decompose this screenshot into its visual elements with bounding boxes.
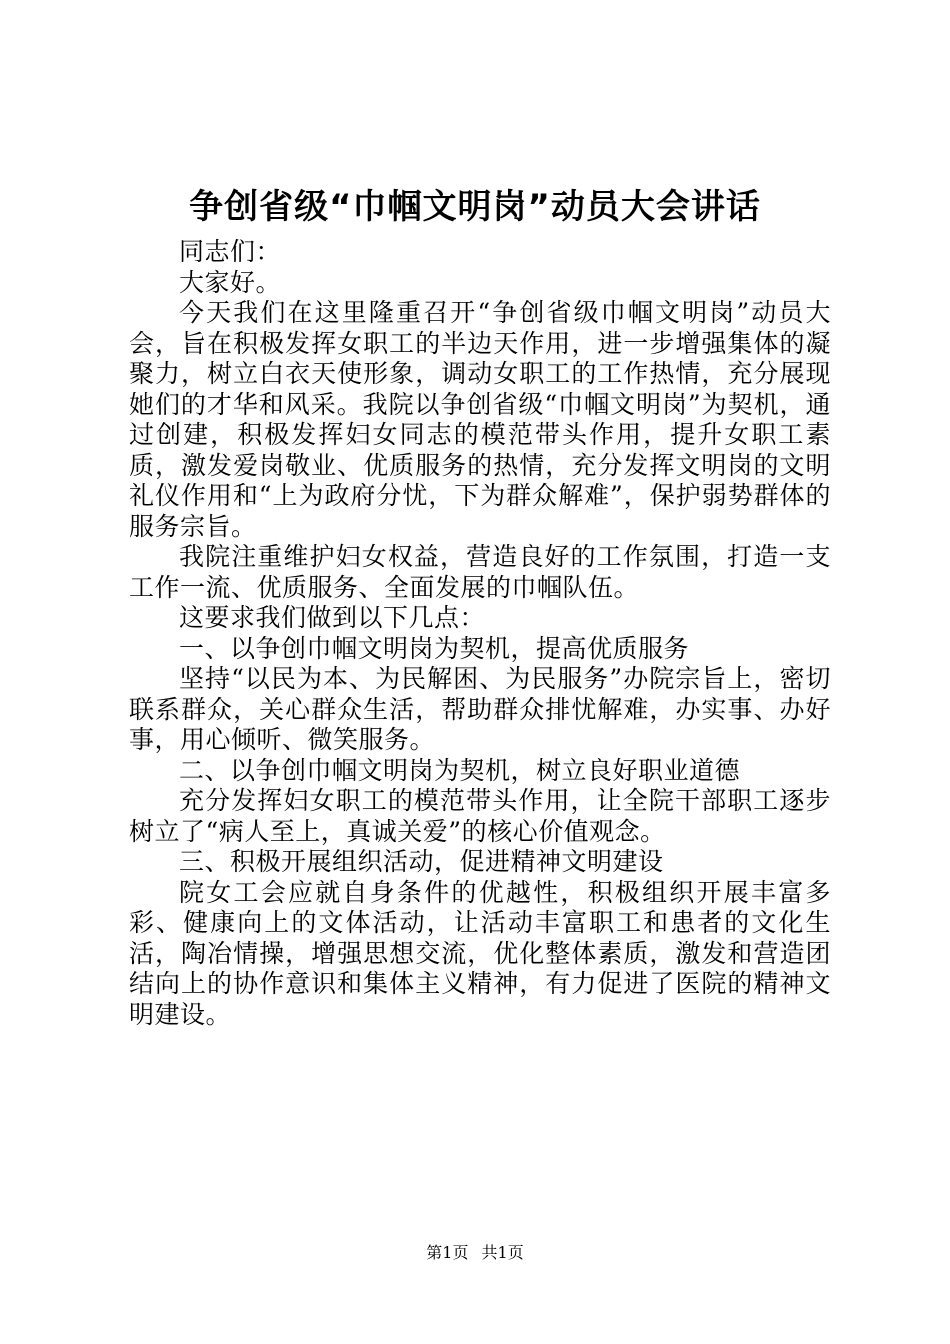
document-title: 争创省级“巾帼文明岗”动员大会讲话 — [189, 187, 761, 227]
paragraph-requirements: 这要求我们做到以下几点： — [179, 603, 486, 632]
section-heading-2: 二、以争创巾帼文明岗为契机，树立良好职业道德 — [179, 755, 741, 785]
section-body-1: 坚持“以民为本、为民解困、为民服务”办院宗旨上，密切联系群众，关心群众生活，帮助群众排忧解难，办实事、办好事，用心倾听、微笑服务。 — [129, 664, 831, 754]
section-body-3: 院女工会应就自身条件的优越性，积极组织开展丰富多彩、健康向上的文体活动，让活动丰富职工和患者的文化生活，陶冶情操，增强思想交流，优化整体素质，激发和营造团结向上的协作意识和集体主义精神，有力促进了医院的精神文明建设。 — [129, 877, 831, 1029]
paragraph-salutation: 同志们： — [179, 237, 282, 266]
page-footer — [0, 1242, 950, 1264]
section-heading-3: 三、积极开展组织活动，促进精神文明建设 — [179, 847, 664, 876]
page-total: 共1页 — [481, 1243, 524, 1262]
page-number: 第1页 — [426, 1243, 469, 1262]
document-body — [129, 237, 831, 1030]
paragraph-intro: 今天我们在这里隆重召开“争创省级巾帼文明岗”动员大会，旨在积极发挥女职工的半边天作用，进一步增强集体的凝聚力，树立白衣天使形象，调动女职工的工作热情，充分展现她们的才华和风采。我院以争创省级“巾帼文明岗”为契机，通过创建，积极发挥妇女同志的模范带头作用，提升女职工素质，激发爱岗敬业、优质服务的热情，充分发挥文明岗的文明礼仪作用和“上为政府分忧，下为群众解难”，保护弱势群体的服务宗旨。 — [129, 298, 831, 541]
paragraph-hospital-focus: 我院注重维护妇女权益，营造良好的工作氛围，打造一支工作一流、优质服务、全面发展的巾帼队伍。 — [129, 542, 831, 602]
section-body-2: 充分发挥妇女职工的模范带头作用，让全院干部职工逐步树立了“病人至上，真诚关爱”的核心价值观念。 — [129, 786, 831, 846]
paragraph-greeting: 大家好。 — [179, 267, 282, 297]
section-heading-1: 一、以争创巾帼文明岗为契机，提高优质服务 — [179, 633, 690, 663]
